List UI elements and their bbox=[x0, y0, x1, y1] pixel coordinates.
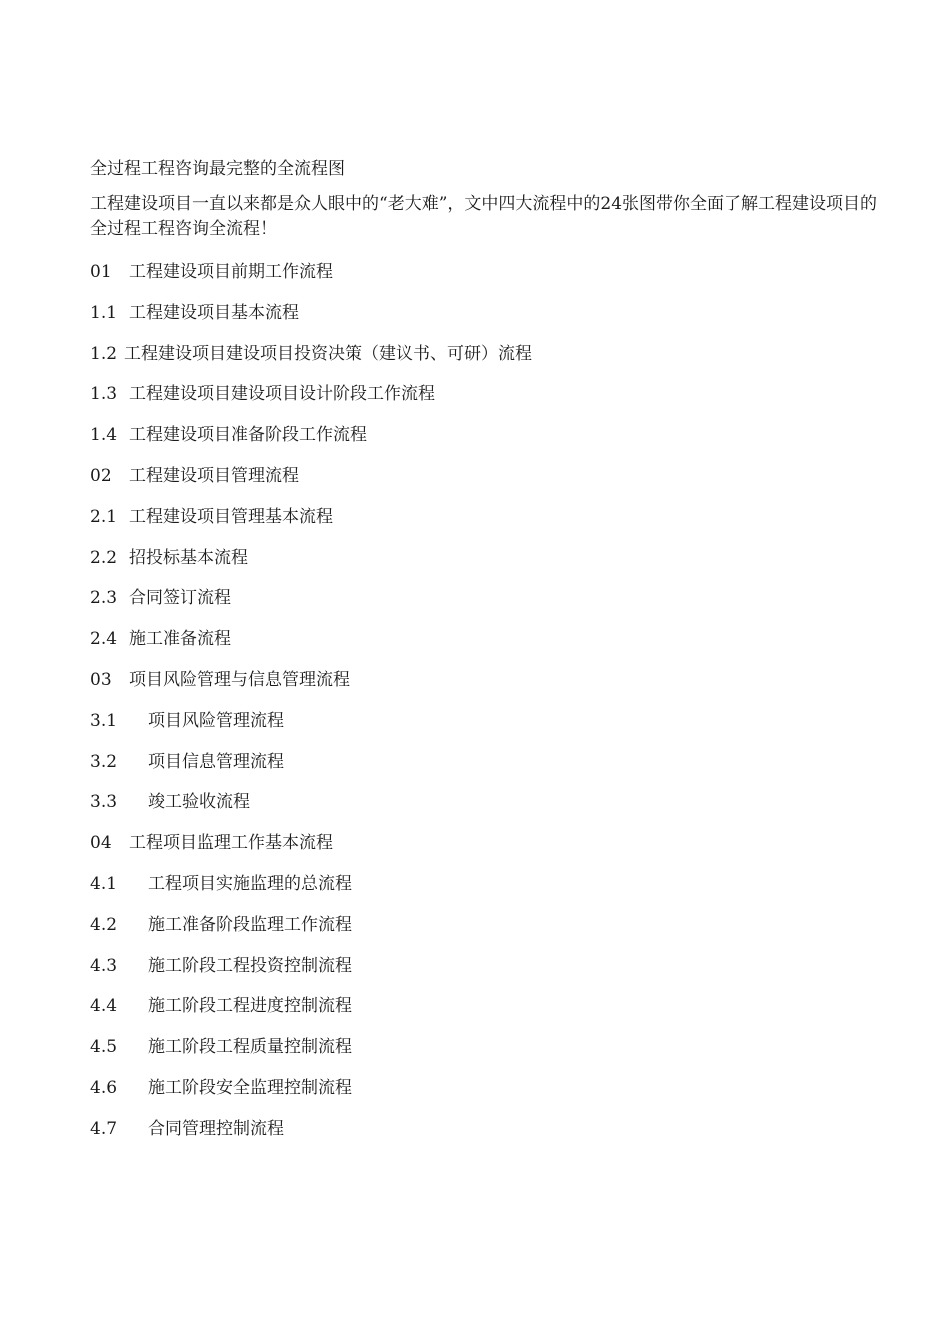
toc-item-2-4 bbox=[90, 619, 880, 660]
toc-number: 3.3 bbox=[90, 792, 118, 813]
toc-number: 2.4 bbox=[90, 629, 118, 650]
toc-item-3-2 bbox=[90, 742, 880, 783]
toc-label: 合同签订流程 bbox=[129, 588, 231, 609]
toc-item-4-1 bbox=[90, 864, 880, 905]
toc-label: 工程建设项目管理流程 bbox=[129, 465, 299, 486]
toc-item-3-3 bbox=[90, 782, 880, 823]
toc-label: 项目信息管理流程 bbox=[148, 751, 284, 772]
toc-item-1-4 bbox=[90, 415, 880, 456]
toc-number: 4.1 bbox=[90, 873, 118, 894]
toc-number: 3.1 bbox=[90, 710, 118, 731]
toc-label: 施工准备流程 bbox=[129, 629, 231, 650]
toc-item-2-3 bbox=[90, 578, 880, 619]
toc-item-4-5 bbox=[90, 1027, 880, 1068]
toc-label: 工程项目实施监理的总流程 bbox=[148, 873, 352, 894]
toc-item-3-1 bbox=[90, 701, 880, 742]
document-title: 全过程工程咨询最完整的全流程图 bbox=[90, 159, 345, 179]
toc-label: 工程建设项目前期工作流程 bbox=[129, 262, 333, 282]
toc-number: 04 bbox=[90, 833, 112, 854]
toc-number: 03 bbox=[90, 669, 112, 690]
toc-label: 工程建设项目建设项目投资决策（建议书、可研）流程 bbox=[124, 343, 532, 364]
toc-number: 1.1 bbox=[90, 302, 118, 323]
toc-item-4-7 bbox=[90, 1109, 880, 1150]
toc-item-1-1 bbox=[90, 293, 880, 334]
toc-label: 施工阶段工程进度控制流程 bbox=[148, 996, 352, 1017]
toc-label: 项目风险管理流程 bbox=[148, 710, 284, 731]
toc-label: 工程建设项目建设项目设计阶段工作流程 bbox=[129, 384, 435, 405]
toc-label: 工程建设项目准备阶段工作流程 bbox=[129, 425, 367, 446]
toc-number: 4.4 bbox=[90, 996, 118, 1017]
toc-label: 施工阶段工程投资控制流程 bbox=[148, 955, 352, 976]
toc-item-1-2 bbox=[90, 334, 880, 375]
toc-label: 招投标基本流程 bbox=[129, 547, 248, 568]
toc-item-4-2 bbox=[90, 905, 880, 946]
toc-label: 工程项目监理工作基本流程 bbox=[129, 833, 333, 854]
toc-number: 1.3 bbox=[90, 384, 118, 405]
toc-label: 合同管理控制流程 bbox=[148, 1118, 284, 1139]
toc-number: 1.2 bbox=[90, 343, 118, 364]
toc-number: 1.4 bbox=[90, 425, 118, 446]
toc-section-02 bbox=[90, 456, 880, 497]
toc-item-4-6 bbox=[90, 1068, 880, 1109]
toc-number: 4.3 bbox=[90, 955, 118, 976]
toc-number: 4.7 bbox=[90, 1118, 118, 1139]
table-of-contents bbox=[90, 252, 880, 1150]
toc-number: 4.5 bbox=[90, 1037, 118, 1058]
toc-number: 2.1 bbox=[90, 506, 118, 527]
toc-number: 2.2 bbox=[90, 547, 118, 568]
toc-item-2-2 bbox=[90, 538, 880, 579]
toc-item-2-1 bbox=[90, 497, 880, 538]
toc-number: 4.6 bbox=[90, 1077, 118, 1098]
toc-item-1-3 bbox=[90, 374, 880, 415]
toc-section-03 bbox=[90, 660, 880, 701]
document-intro: 工程建设项目一直以来都是众人眼中的“老大难”，文中四大流程中的24张图带你全面了解工程建设项目的全过程工程咨询全流程！ bbox=[90, 194, 878, 239]
toc-item-4-4 bbox=[90, 986, 880, 1027]
toc-label: 工程建设项目管理基本流程 bbox=[129, 506, 333, 527]
toc-item-4-3 bbox=[90, 946, 880, 987]
toc-number: 4.2 bbox=[90, 914, 118, 935]
toc-label: 工程建设项目基本流程 bbox=[129, 302, 299, 323]
toc-label: 项目风险管理与信息管理流程 bbox=[129, 669, 350, 690]
document-page bbox=[90, 156, 880, 1150]
toc-number: 02 bbox=[90, 465, 112, 486]
toc-number: 01 bbox=[90, 262, 112, 282]
toc-label: 施工准备阶段监理工作流程 bbox=[148, 914, 352, 935]
toc-label: 施工阶段工程质量控制流程 bbox=[148, 1037, 352, 1058]
toc-section-04 bbox=[90, 823, 880, 864]
toc-number: 3.2 bbox=[90, 751, 118, 772]
toc-section-01 bbox=[90, 252, 880, 293]
toc-number: 2.3 bbox=[90, 588, 118, 609]
toc-label: 竣工验收流程 bbox=[148, 792, 250, 813]
toc-label: 施工阶段安全监理控制流程 bbox=[148, 1077, 352, 1098]
